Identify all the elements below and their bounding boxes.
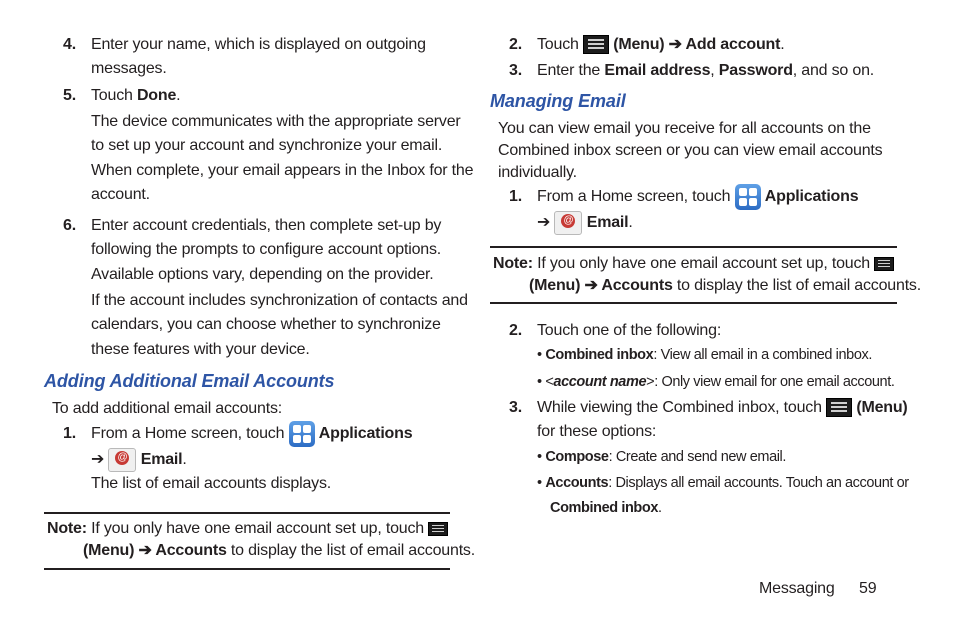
bullet-accounts: • Accounts: Displays all email accounts. Touch an account or — [537, 475, 909, 491]
applications-label: Applications — [764, 188, 859, 206]
step-4-text: Enter your name, which is displayed on outgoing — [91, 36, 426, 53]
note-label: Note: — [47, 520, 87, 537]
applications-icon — [289, 421, 315, 447]
step-6-para-3: these features with your device. — [91, 341, 310, 358]
step-5-para-4: account. — [91, 186, 150, 203]
step-6-line-1: Enter account credentials, then complete set-up by — [91, 217, 442, 234]
step-6-line-3: Available options vary, depending on the provider. — [91, 266, 434, 283]
email-label: Email — [140, 451, 183, 469]
section-heading-managing: Managing Email — [490, 91, 626, 111]
r-step-3-text: Enter the Email address, Password, and so on. — [537, 62, 875, 79]
note-rule-top — [490, 246, 897, 248]
menu-icon — [583, 35, 609, 54]
step-5-number: 5. — [63, 87, 76, 104]
r-step-2b-number: 2. — [509, 322, 522, 339]
note-rule-top — [44, 512, 450, 514]
step-number: 4. — [63, 36, 76, 53]
done-label: Done — [136, 87, 177, 104]
note-rule-bottom — [490, 302, 897, 304]
email-icon — [108, 448, 136, 472]
step-5-para-1: The device communicates with the appropriate server — [91, 113, 461, 130]
menu-icon — [874, 257, 894, 271]
email-icon — [554, 211, 582, 235]
managing-intro-2: Combined inbox screen or you can view email accounts — [498, 142, 883, 159]
adding-step-1-text: From a Home screen, touch Applications — [91, 421, 412, 447]
managing-intro-1: You can view email you receive for all accounts on the — [498, 120, 871, 137]
managing-intro-3: individually. — [498, 164, 577, 181]
step-5-text: Touch Done. — [91, 87, 181, 104]
r-step-2-number: 2. — [509, 36, 522, 53]
menu-icon — [826, 398, 852, 417]
applications-icon — [735, 184, 761, 210]
r-note-line-2: (Menu) ➔ Accounts to display the list of email accounts. — [529, 277, 921, 294]
r-step-3b-text-2: for these options: — [537, 423, 657, 440]
step-6-number: 6. — [63, 217, 76, 234]
note-label: Note: — [493, 255, 533, 272]
r-step-1-text: From a Home screen, touch Applications — [537, 184, 858, 210]
r-step-2-text: Touch (Menu) ➔ Add account. — [537, 36, 785, 53]
r-step-1-email: ➔ @ Email. — [537, 211, 633, 235]
step-6-line-2: following the prompts to configure account options. — [91, 241, 442, 258]
email-label: Email — [586, 214, 629, 232]
bullet-account-name: • <account name>: Only view email for one email account. — [537, 374, 895, 390]
arrow-icon: ➔ — [91, 451, 105, 469]
arrow-icon: ➔ — [537, 214, 551, 232]
note-line-2: (Menu) ➔ Accounts to display the list of email accounts. — [83, 542, 475, 559]
page-number: 59 — [859, 580, 877, 597]
adding-intro: To add additional email accounts: — [52, 400, 282, 417]
r-step-3b-text: While viewing the Combined inbox, touch (Menu) — [537, 399, 908, 416]
menu-icon — [428, 522, 448, 536]
arrow-icon: ➔ — [664, 36, 686, 53]
note-line-1: Note: If you only have one email account set up, touch — [47, 519, 448, 539]
r-note-line-1: Note: If you only have one email account set up, touch — [493, 254, 894, 274]
step-6-para-1: If the account includes synchronization of contacts and — [91, 292, 468, 309]
arrow-icon: ➔ — [134, 542, 156, 559]
r-step-2b-text: Touch one of the following: — [537, 322, 722, 339]
bullet-accounts-2: Combined inbox. — [550, 500, 662, 516]
r-step-3-number: 3. — [509, 62, 522, 79]
step-5-para-2: to set up your account and synchronize your email. — [91, 137, 443, 154]
step-4-text-2: messages. — [91, 60, 167, 77]
footer-section: Messaging — [759, 580, 835, 597]
adding-step-1-number: 1. — [63, 425, 76, 442]
step-4 — [63, 35, 76, 55]
arrow-icon: ➔ — [580, 277, 602, 294]
note-rule-bottom — [44, 568, 450, 570]
adding-step-1-result: The list of email accounts displays. — [91, 475, 332, 492]
adding-step-1-email: ➔ @ Email. — [91, 448, 187, 472]
section-heading-adding: Adding Additional Email Accounts — [44, 371, 335, 391]
applications-label: Applications — [318, 425, 413, 443]
bullet-combined-inbox: • Combined inbox: View all email in a combined inbox. — [537, 347, 872, 363]
step-5-para-3: When complete, your email appears in the Inbox for the — [91, 162, 474, 179]
r-step-1-number: 1. — [509, 188, 522, 205]
step-6-para-2: calendars, you can choose whether to synchronize — [91, 316, 441, 333]
bullet-compose: • Compose: Create and send new email. — [537, 449, 787, 465]
r-step-3b-number: 3. — [509, 399, 522, 416]
add-account-label: Add account — [685, 36, 781, 53]
